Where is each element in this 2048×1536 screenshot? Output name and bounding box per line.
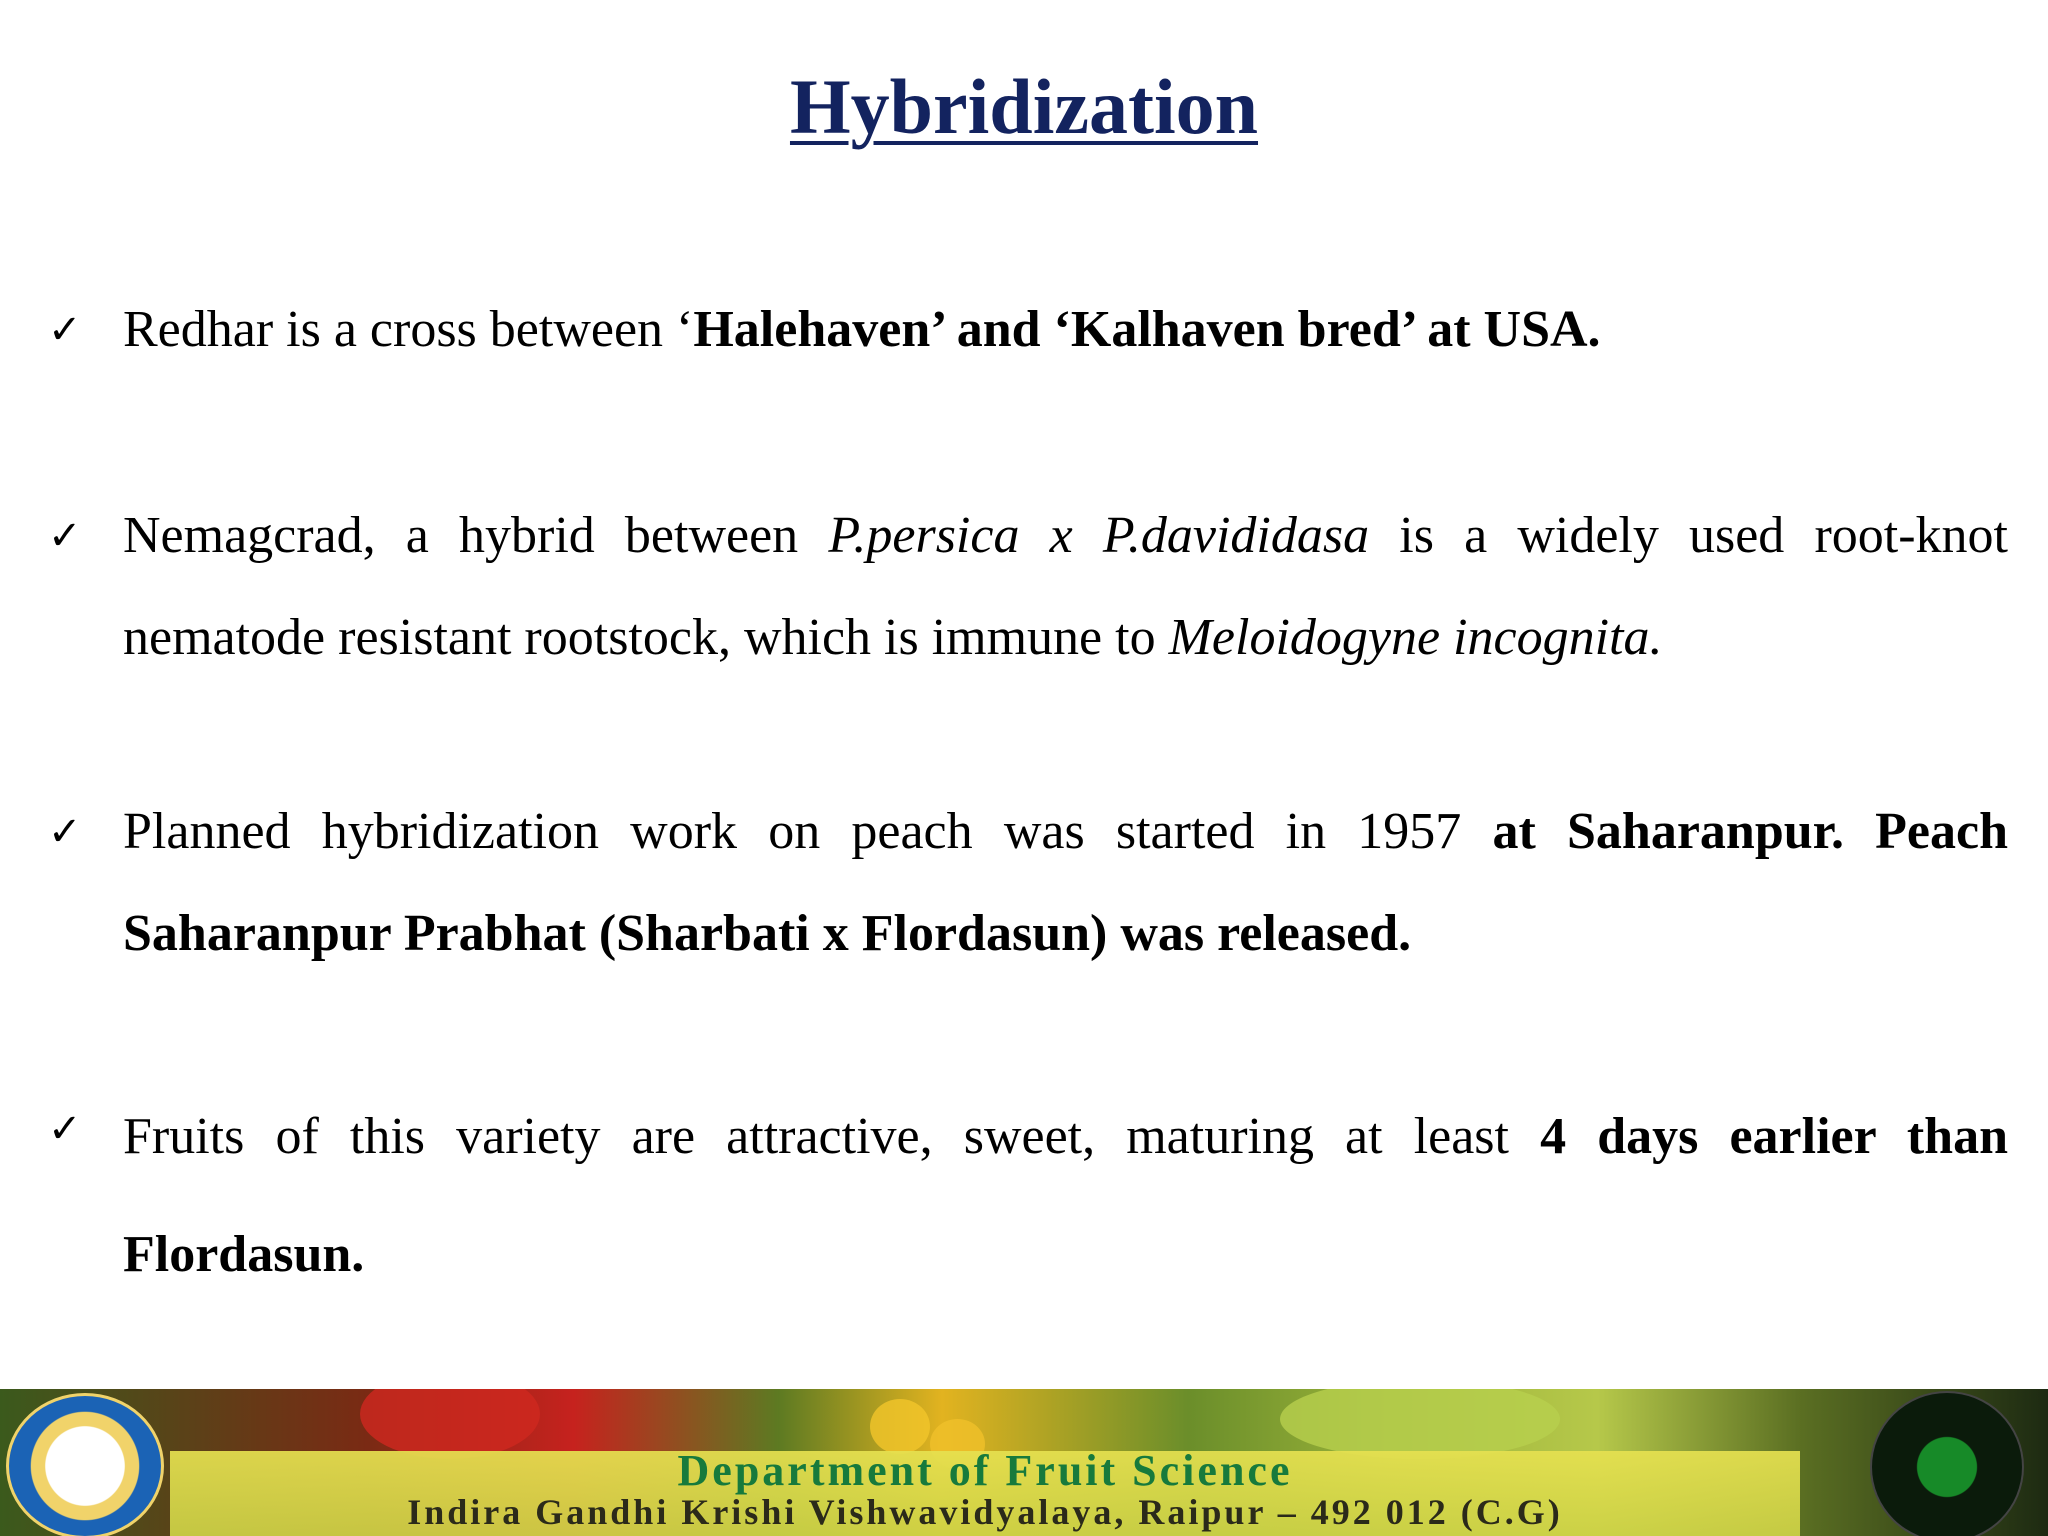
text-run: Nemagcrad, a hybrid between <box>123 507 829 564</box>
check-icon: ✓ <box>48 307 82 353</box>
wheat-emblem-icon <box>1870 1391 2024 1536</box>
department-banner <box>170 1446 1800 1536</box>
text-run: Meloidogyne incognita. <box>1168 609 1663 666</box>
university-name: Indira Gandhi Krishi Vishwavidyalaya, Raipur – 492 012 (C.G) <box>407 1492 1563 1532</box>
text-run: Planned hybridization work on peach was started in 1957 <box>123 803 1493 860</box>
bullet-item <box>48 781 2008 985</box>
department-name: Department of Fruit Science <box>677 1446 1293 1495</box>
bullet-text <box>123 279 2008 381</box>
bullet-text <box>123 781 2008 985</box>
check-icon: ✓ <box>48 809 82 855</box>
bullet-item <box>48 485 2008 689</box>
text-run: Halehaven’ and ‘Kalhaven bred’ at USA. <box>693 301 1601 358</box>
check-icon: ✓ <box>48 513 82 559</box>
check-icon: ✓ <box>48 1106 82 1152</box>
text-run: P.persica x P.davididasa <box>828 507 1370 564</box>
page-title: Hybridization <box>789 63 1259 150</box>
text-run: 4 days earlier than Flordasun. <box>123 1108 2008 1283</box>
text-run: Fruits of this variety are attractive, sweet, maturing at least <box>123 1108 1541 1165</box>
bullet-text <box>123 1078 2008 1314</box>
text-run: is a widely used root-knot nematode resistant rootstock, which is immune to <box>123 507 2008 666</box>
bullet-text <box>123 485 2008 689</box>
text-run: at Saharanpur. Peach Saharanpur Prabhat (Sharbati x Flordasun) was released. <box>123 803 2008 962</box>
text-run: Redhar is a cross between ‘ <box>123 301 694 358</box>
footer-banner <box>0 1389 2048 1536</box>
bullet-item <box>48 279 2008 381</box>
bullet-item <box>48 1078 2008 1314</box>
university-emblem-icon <box>6 1393 164 1536</box>
